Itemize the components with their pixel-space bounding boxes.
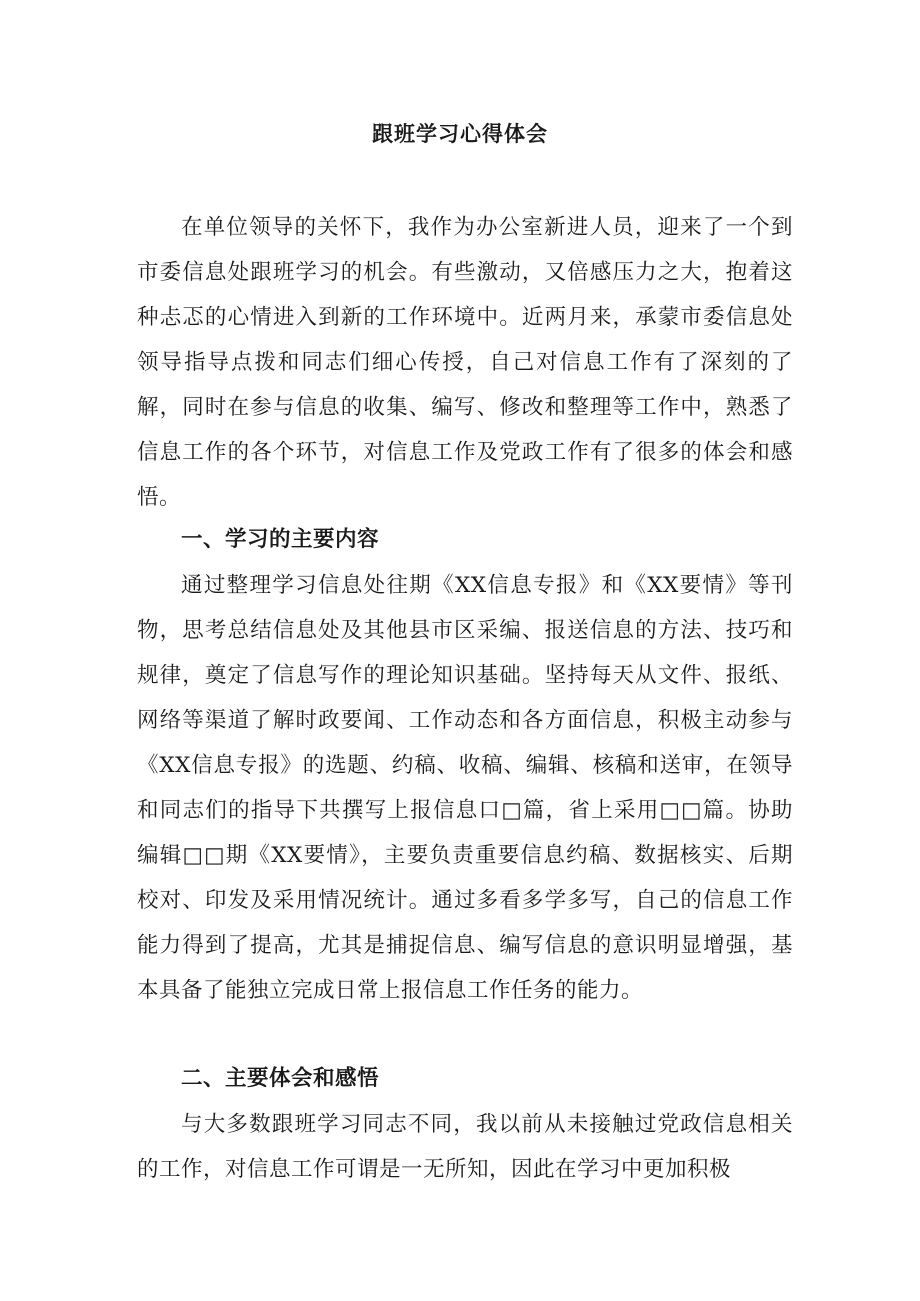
section-1-paragraph: 通过整理学习信息处往期《XX信息专报》和《XX要情》等刊物，思考总结信息处及其他县市区采编、报送信息的方法、技巧和规律，奠定了信息写作的理论知识基础。坚持每天从文件、报纸、网络等渠道了解时政要闻、工作动态和各方面信息，积极主动参与《XX信息专报》的选题、约稿、收稿、编辑、核稿和送审，在领导和同志们的指导下共撰写上报信息口□篇，省上采用□□篇。协助编辑□□期《XX要情》，主要负责重要信息约稿、数据核实、后期校对、印发及采用情况统计。通过多看多学多写，自己的信息工作能力得到了提高，尤其是捕捉信息、编写信息的意识明显增强，基本具备了能独立完成日常上报信息工作任务的能力。: [137, 573, 793, 1003]
section-heading-1: 一、学习的主要内容: [181, 527, 380, 552]
intro-paragraph: 在单位领导的关怀下，我作为办公室新进人员，迎来了一个到市委信息处跟班学习的机会。有些激动，又倍感压力之大，抱着这种忐忑的心情进入到新的工作环境中。近两月来，承蒙市委信息处领导指导点拨和同志们细心传授，自己对信息工作有了深刻的了解，同时在参与信息的收集、编写、修改和整理等工作中，熟悉了信息工作的各个环节，对信息工作及党政工作有了很多的体会和感悟。: [137, 215, 793, 510]
section-2-paragraph: 与大多数跟班学习同志不同，我以前从未接触过党政信息相关的工作，对信息工作可谓是一无所知，因此在学习中更加积极: [137, 1112, 793, 1182]
section-heading-2: 二、主要体会和感悟: [181, 1066, 380, 1091]
document-title: 跟班学习心得体会: [372, 121, 548, 146]
